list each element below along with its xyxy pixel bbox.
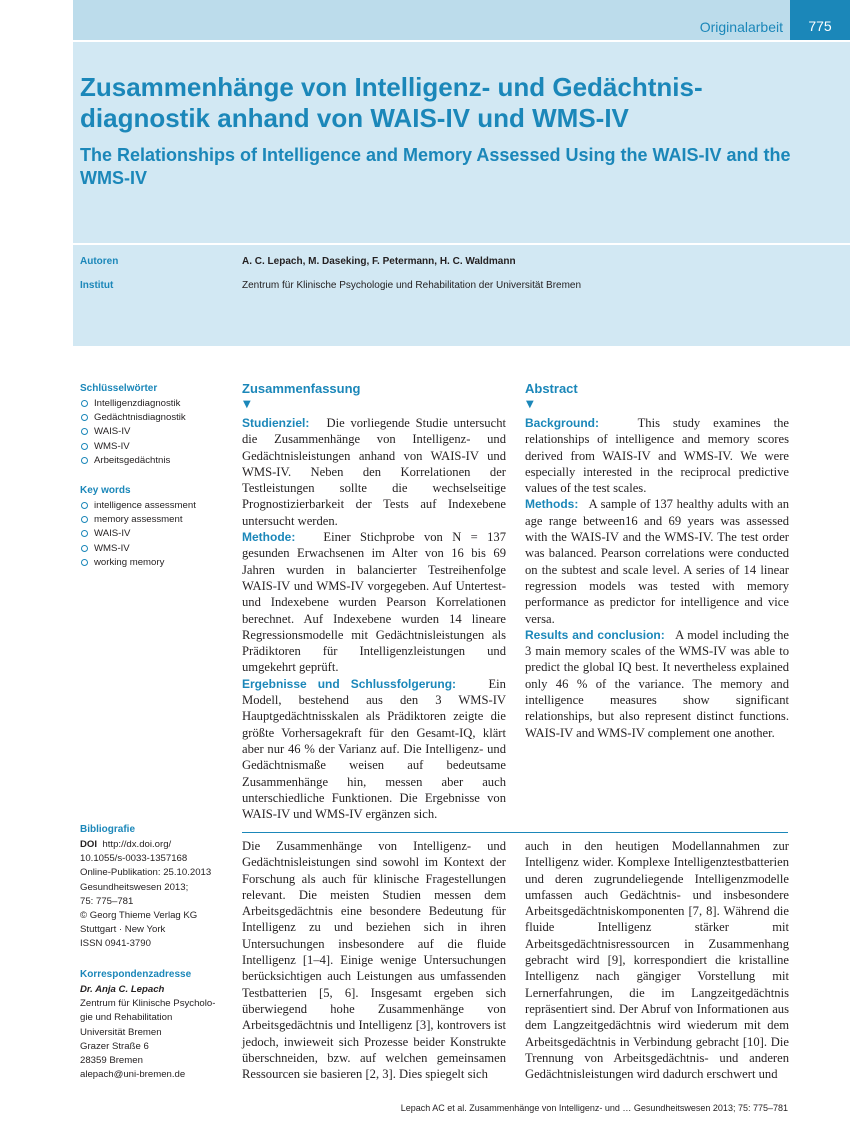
body-paragraph: auch in den heutigen Modellannahmen zur Intelligenz wider. Komplexe Intelligenztestbatterien und deren zugrundeliegende Intelligenzmodelle umfassen auch Gedächtnis- und insbesondere Arbeitsgedächtniskomponenten [7, 8]. Während die fluide Intelligenz stärker mit Arbeitsgedächtnisressourcen in Zusammenhang gebracht wird [9], korrespondiert die kristalline Intelligenz nach gängiger Vorstellung mit Lernerfahrungen, die im Langzeitgedächtnis repräsentiert sind. Der Abruf von Informationen aus dem Langzeitgedächtnis wird wiederum mit dem Arbeitsgedächtnis in Verbindung gebracht [10]. Die Trennung von Arbeitsgedächtnis- und anderen Gedächtnisleistungen wird dadurch erschwert und	[525, 839, 789, 1082]
bullet-icon	[81, 443, 88, 450]
bib-line: Stuttgart · New York	[80, 924, 166, 936]
keyword-item: WAIS-IV	[80, 527, 196, 541]
page-footer: Lepach AC et al. Zusammenhänge von Intelligenz- und … Gesundheitswesen 2013; 75: 775–781	[400, 1103, 788, 1113]
title-english: The Relationships of Intelligence and Memory Assessed Using the WAIS-IV and the WMS-IV	[80, 145, 791, 188]
abstract-text: Ein Modell, bestehend aus den 3 WMS-IV Hauptgedächtnisskalen als Prädiktoren zeigte die größte Vorhersagekraft für den Gesamt-IQ, klärt aber nur 46 % der Varianz auf. Die Intelligenz- und Gedächtnismaße weisen auf bedeutsame Zusammenhänge hin, messen aber auch unterschiedliche Funktionen. Die Ergebnisse von WAIS-IV und WMS-IV ergänzen sich.	[242, 676, 506, 822]
address-line: Zentrum für Klinische Psycholo-	[80, 998, 216, 1010]
keyword-item: WMS-IV	[80, 440, 186, 454]
abstract-label: Methode:	[242, 530, 296, 545]
keyword-item: WMS-IV	[80, 542, 196, 556]
keywords-de-list	[80, 397, 186, 468]
keyword-item: Intelligenzdiagnostik	[80, 397, 186, 411]
authors: A. C. Lepach, M. Daseking, F. Petermann, H. C. Waldmann	[242, 256, 516, 267]
abstract-label: Results and conclusion:	[525, 627, 665, 642]
bibliography	[80, 838, 230, 952]
bib-line: 10.1055/s-0033-1357168	[80, 853, 188, 865]
bib-line: Gesundheitswesen 2013;	[80, 881, 189, 893]
bullet-icon	[81, 428, 88, 435]
triangle-down-icon: ▼	[526, 399, 534, 410]
bullet-icon	[81, 530, 88, 537]
keyword-item: memory assessment	[80, 513, 196, 527]
page-number: 775	[790, 0, 850, 40]
bib-line: ISSN 0941-3790	[80, 938, 151, 950]
abstract-text: Die vorliegende Studie untersucht die Zusammenhänge von Intelligenz- und Gedächtnisleistungen anhand von WAIS-IV und WMS-IV. Neben den Korrelationen der Testleistungen sollte die wechselseitige Prognostizierbarkeit der Tests auf Indexebene untersucht werden.	[242, 416, 506, 528]
abstract-de-heading: Zusammenfassung	[242, 381, 361, 396]
keywords-en-list	[80, 499, 196, 570]
authors-label: Autoren	[80, 256, 119, 267]
meta-divider	[73, 243, 850, 245]
bullet-icon	[81, 545, 88, 552]
abstract-text: This study examines the relationships of intelligence and memory scores derived from WAIS-IV and WMS-IV. We were especially interested in the reciprocal predictive values of the test scales.	[525, 416, 789, 496]
bib-line: © Georg Thieme Verlag KG	[80, 910, 198, 922]
correspondence-heading: Korrespondenzadresse	[80, 969, 192, 980]
abstract-en-body	[525, 415, 789, 741]
bullet-icon	[81, 400, 88, 407]
top-bar	[73, 0, 850, 42]
keyword-item: intelligence assessment	[80, 499, 196, 513]
abstract-label: Ergebnisse und Schlussfolgerung:	[242, 676, 457, 691]
abstract-label: Studienziel:	[242, 416, 310, 430]
doi-link[interactable]: http://dx.doi.org/	[102, 839, 172, 850]
bullet-icon	[81, 559, 88, 566]
institute-label: Institut	[80, 280, 114, 291]
address-line: gie und Rehabilitation	[80, 1012, 173, 1024]
correspondence-name: Dr. Anja C. Lepach	[80, 984, 165, 995]
bullet-icon	[81, 502, 88, 509]
keyword-item: Gedächtnisdiagnostik	[80, 411, 186, 425]
bullet-icon	[81, 457, 88, 464]
bib-line: 75: 775–781	[80, 895, 134, 907]
address-line: 28359 Bremen	[80, 1055, 143, 1067]
email-link[interactable]: alepach@uni-bremen.de	[80, 1069, 186, 1081]
abstract-de-body	[242, 415, 506, 822]
correspondence	[80, 983, 230, 1082]
abstract-label: Background:	[525, 416, 600, 430]
abstract-label: Methods:	[525, 497, 579, 512]
triangle-down-icon: ▼	[243, 399, 251, 410]
keywords-de-heading: Schlüsselwörter	[80, 383, 158, 394]
keyword-item: WAIS-IV	[80, 425, 186, 439]
keywords-en-heading: Key words	[80, 485, 131, 496]
body-rule	[242, 832, 788, 833]
bib-line: Online-Publikation: 25.10.2013	[80, 867, 212, 879]
abstract-text: A sample of 137 healthy adults with an age range between16 and 69 years was assessed with the WAIS-IV and the WMS-IV. The test order was balanced. Pearson correlations were conducted on the subtest and scale level. A series of 14 linear regression models was tested with memory performance as predictor for intelligence and vice versa.	[525, 497, 789, 626]
bibliography-heading: Bibliografie	[80, 824, 136, 835]
abstract-text: A model including the 3 main memory scales of the WMS-IV was able to predict the global IQ best. It nevertheless explained only 46 % of the variance. The memory and intelligence measures show significant relationships, but also represent distinct functions. WAIS-IV and WMS-IV complement one another.	[525, 627, 790, 740]
body-column-2	[525, 838, 789, 1082]
abstract-en-heading: Abstract	[525, 381, 578, 396]
title-german: Zusammenhänge von Intelligenz- und Gedächtnis-diagnostik anhand von WAIS-IV und WMS-IV	[80, 72, 703, 133]
doi-label: DOI	[80, 839, 98, 850]
address-line: Universität Bremen	[80, 1026, 162, 1038]
section-label: Originalarbeit	[699, 19, 783, 35]
keyword-item: working memory	[80, 556, 196, 570]
institute: Zentrum für Klinische Psychologie und Rehabilitation der Universität Bremen	[242, 280, 582, 291]
body-paragraph: Die Zusammenhänge von Intelligenz- und Gedächtnisleistungen sind sowohl im Kontext der Forschung als auch für klinische Fragestellungen relevant. Die meisten Studien messen dem Arbeitsgedächtnis eine besondere Bedeutung für Intelligenz zu und beziehen sich in ihren Untersuchungen insbesondere auf die fluide Intelligenz [1–4]. Einige wenige Untersuchungen berücksichtigen auch Leistungen aus umfassenden Testbatterien [5, 6]. Insgesamt ergeben sich überwiegend hohe Zusammenhänge von Arbeitsgedächtnis und Intelligenz [3], kontrovers ist jedoch, inwieweit sich Prozesse beider Konstrukte überschneiden, bzw. auf welchen gemeinsamen Ressourcen sie basieren [2, 3]. Dies spiegelt sich	[242, 839, 506, 1082]
address-line: Grazer Straße 6	[80, 1040, 149, 1052]
bullet-icon	[81, 414, 88, 421]
bullet-icon	[81, 516, 88, 523]
body-column-1	[242, 838, 506, 1082]
abstract-text: Einer Stichprobe von N = 137 gesunden Erwachsenen im Alter von 16 bis 69 Jahren wurden in balancierter Testreihenfolge WAIS-IV und WMS-IV vorgegeben. Auf Untertest- und Indexebene wurden Pearson Korrelationen berechnet. Auf Indexebene wurden 14 lineare Regressionsmodelle mit Gedächtnisleistungen als Prädiktoren für Intelligenzleistungen und umgekehrt geprüft.	[242, 530, 506, 675]
keyword-item: Arbeitsgedächtnis	[80, 454, 186, 468]
